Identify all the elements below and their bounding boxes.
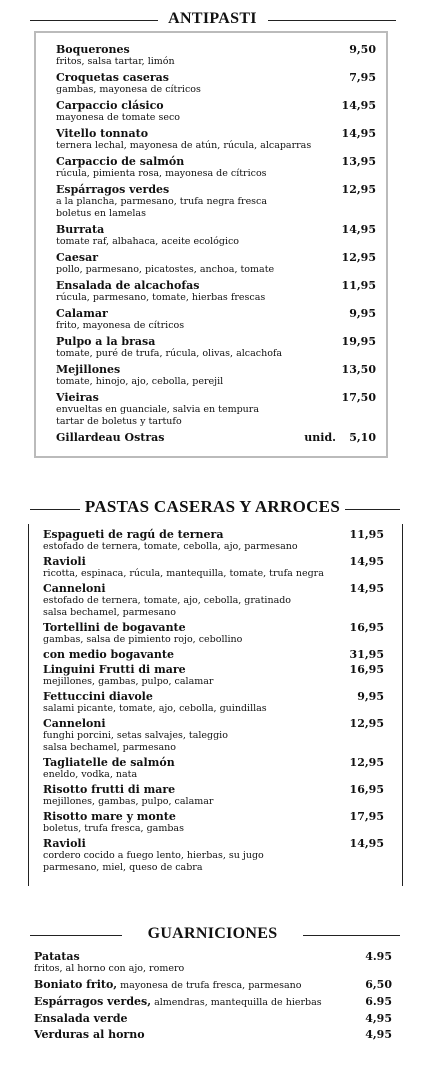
menu-item-description: boletus, trufa fresca, gambas (43, 823, 184, 834)
menu-item-name-text: con medio bogavante (43, 648, 174, 661)
menu-item-name-text: Mejillones (56, 363, 121, 376)
menu-item-name-text: Boquerones (56, 43, 130, 56)
menu-item-name (43, 621, 384, 634)
menu-item-name (43, 837, 384, 850)
menu-item-name-text: Gillardeau Ostras (56, 431, 165, 444)
menu-item (56, 307, 376, 332)
menu-item-price: 6.95 (365, 995, 392, 1008)
menu-item-description: estofado de ternera, tomate, ajo, cebolla, gratinado (43, 595, 292, 606)
menu-item-name (56, 127, 376, 140)
menu-item-name-text: Canneloni (43, 582, 106, 595)
menu-item-name (56, 99, 376, 112)
menu-item (43, 663, 384, 688)
menu-item-description: pollo, parmesano, picatostes, anchoa, tomate (56, 264, 275, 275)
menu-item-price: 12,95 (341, 183, 376, 196)
guarniciones-list (34, 950, 392, 1041)
menu-item-name (34, 995, 392, 1009)
menu-item-price: 12,95 (341, 251, 376, 264)
menu-item-price: 17,95 (349, 810, 384, 823)
menu-item-description: salsa bechamel, parmesano (43, 742, 176, 753)
menu-item-name-text: Boniato frito, (34, 978, 118, 991)
menu-item-name (56, 155, 376, 168)
menu-item-description: salsa bechamel, parmesano (43, 607, 176, 618)
menu-item-price: 5,10 (349, 431, 376, 444)
menu-item-name (43, 528, 384, 541)
menu-item (43, 810, 384, 835)
menu-item-price: 14,95 (349, 837, 384, 850)
menu-item-price: 13,95 (341, 155, 376, 168)
menu-item-description: envueltas en guanciale, salvia en tempura (56, 404, 260, 415)
menu-item (56, 71, 376, 96)
menu-item (43, 528, 384, 553)
menu-item-name-text: Ravioli (43, 555, 86, 568)
menu-item-description: rúcula, parmesano, tomate, hierbas frescas (56, 292, 266, 303)
menu-item-name (56, 43, 376, 56)
menu-item-name-text: Vitello tonnato (56, 127, 149, 140)
menu-item-name (43, 717, 384, 730)
menu-item-price: 9,95 (349, 307, 376, 320)
menu-item-price: 13,50 (341, 363, 376, 376)
menu-item-description: parmesano, miel, queso de cabra (43, 862, 203, 873)
menu-item-price: 14,95 (341, 127, 376, 140)
menu-item-name (43, 663, 384, 676)
menu-item-description: rúcula, pimienta rosa, mayonesa de cítricos (56, 168, 267, 179)
menu-item (56, 279, 376, 304)
antipasti-list (56, 43, 376, 444)
menu-item-name-text: Ensalada de alcachofas (56, 279, 200, 292)
menu-item-name-text: Ravioli (43, 837, 86, 850)
menu-item-price: 12,95 (349, 756, 384, 769)
menu-item (43, 648, 384, 661)
menu-item-description: funghi porcini, setas salvajes, taleggio (43, 730, 228, 741)
menu-item-name (56, 251, 376, 264)
menu-item (34, 978, 392, 992)
menu-item-name (34, 1028, 392, 1041)
menu-item (43, 837, 384, 874)
menu-item-name-text: Caesar (56, 251, 98, 264)
menu-item (43, 756, 384, 781)
menu-item-price: 11,95 (341, 279, 376, 292)
menu-item (56, 155, 376, 180)
menu-item-name (56, 335, 376, 348)
menu-item-description: mejillones, gambas, pulpo, calamar (43, 676, 214, 687)
menu-item-name-text: Espárragos verdes, (34, 995, 152, 1008)
menu-item-name-text: Tortellini de bogavante (43, 621, 186, 634)
menu-item-description: tomate, puré de trufa, rúcula, olivas, alcachofa (56, 348, 283, 359)
menu-item-name-text: Espárragos verdes (56, 183, 170, 196)
menu-item-name (34, 1012, 392, 1025)
menu-item (43, 717, 384, 754)
menu-item-description: boletus en lamelas (56, 208, 146, 219)
menu-item (43, 582, 384, 619)
menu-item-name-text: Espagueti de ragú de ternera (43, 528, 224, 541)
menu-item-name-text: Risotto frutti di mare (43, 783, 176, 796)
antipasti-title: ANTIPASTI (168, 10, 257, 27)
menu-item-name-text: Vieiras (56, 391, 99, 404)
menu-item-description: mejillones, gambas, pulpo, calamar (43, 796, 214, 807)
menu-item-description: tartar de boletus y tartufo (56, 416, 182, 427)
menu-item-name-text: Ensalada verde (34, 1012, 128, 1025)
menu-item-description: gambas, mayonesa de cítricos (56, 84, 201, 95)
menu-item (56, 183, 376, 220)
menu-item (34, 995, 392, 1009)
menu-item-description: a la plancha, parmesano, trufa negra fresca (56, 196, 268, 207)
menu-item-price: 16,95 (349, 621, 384, 634)
antipasti-box (34, 31, 388, 458)
menu-item (34, 1028, 392, 1041)
menu-item-price: 11,95 (349, 528, 384, 541)
menu-item-name-text: Pulpo a la brasa (56, 335, 156, 348)
menu-item-name (43, 555, 384, 568)
menu-item (43, 783, 384, 808)
menu-item (56, 127, 376, 152)
menu-item-name (56, 307, 376, 320)
menu-item-inline-description: almendras, mantequilla de hierbas (151, 997, 322, 1008)
menu-item-price: 16,95 (349, 663, 384, 676)
menu-item-price: 19,95 (341, 335, 376, 348)
pastas-box (28, 524, 403, 886)
menu-item-name-text: Fettuccini diavole (43, 690, 153, 703)
menu-item-name (56, 71, 376, 84)
menu-item-name (56, 391, 376, 404)
menu-item (43, 621, 384, 646)
menu-item-name-text: Canneloni (43, 717, 106, 730)
menu-item-name-text: Calamar (56, 307, 108, 320)
menu-item-price: 4,95 (365, 1012, 392, 1025)
menu-item (56, 251, 376, 276)
guarniciones-title: GUARNICIONES (147, 925, 278, 942)
menu-item-name (56, 363, 376, 376)
menu-item-name (56, 223, 376, 236)
menu-item (34, 1012, 392, 1025)
menu-item-name-text: Carpaccio de salmón (56, 155, 185, 168)
menu-item (56, 391, 376, 428)
menu-item-description: fritos, al horno con ajo, romero (34, 963, 185, 974)
menu-item-name-text: Risotto mare y monte (43, 810, 176, 823)
menu-item-description: tomate raf, albahaca, aceite ecológico (56, 236, 240, 247)
menu-item-price: 9,95 (357, 690, 384, 703)
menu-item-name-text: Croquetas caseras (56, 71, 169, 84)
guarniciones-box (34, 950, 392, 1065)
menu-item (56, 431, 376, 444)
menu-item-description: ricotta, espinaca, rúcula, mantequilla, tomate, trufa negra (43, 568, 324, 579)
menu-item-name-text: Linguini Frutti di mare (43, 663, 186, 676)
menu-item-name-text: Verduras al horno (34, 1028, 145, 1041)
menu-item-name (43, 783, 384, 796)
menu-item-description: tomate, hinojo, ajo, cebolla, perejil (56, 376, 224, 387)
menu-item-name-text: Burrata (56, 223, 105, 236)
menu-item-description: fritos, salsa tartar, limón (56, 56, 175, 67)
menu-item-price: 14,95 (349, 555, 384, 568)
menu-item (56, 363, 376, 388)
menu-item (43, 690, 384, 715)
menu-item-description: mayonesa de tomate seco (56, 112, 180, 123)
menu-item-price: 31,95 (349, 648, 384, 661)
menu-item (56, 223, 376, 248)
menu-item-name (43, 648, 384, 661)
menu-item-price: 7,95 (349, 71, 376, 84)
menu-item-price: 4.95 (365, 950, 392, 963)
menu-item-name-text: Tagliatelle de salmón (43, 756, 175, 769)
menu-item-price: 4,95 (365, 1028, 392, 1041)
menu-item-description: frito, mayonesa de cítricos (56, 320, 185, 331)
menu-item-unit: unid. (304, 431, 336, 444)
menu-item-price: 14,95 (341, 223, 376, 236)
menu-item-price: 12,95 (349, 717, 384, 730)
menu-item-name (34, 978, 392, 992)
menu-item-name (34, 950, 392, 963)
menu-item-description: gambas, salsa de pimiento rojo, cebollino (43, 634, 243, 645)
menu-item-name-text: Patatas (34, 950, 80, 963)
menu-item-name (43, 810, 384, 823)
menu-item-description: cordero cocido a fuego lento, hierbas, su jugo (43, 850, 264, 861)
menu-item-description: estofado de ternera, tomate, cebolla, ajo, parmesano (43, 541, 298, 552)
menu-item-name (43, 690, 384, 703)
menu-item-price: 14,95 (341, 99, 376, 112)
menu-item-name (43, 756, 384, 769)
menu-item-price: 6,50 (365, 978, 392, 991)
menu-item (56, 99, 376, 124)
menu-item-name-text: Carpaccio clásico (56, 99, 164, 112)
menu-item (34, 950, 392, 975)
menu-item-description: eneldo, vodka, nata (43, 769, 138, 780)
menu-item-name (43, 582, 384, 595)
menu-item-name (56, 279, 376, 292)
menu-item-price: 16,95 (349, 783, 384, 796)
menu-item-price: 9,50 (349, 43, 376, 56)
pastas-title: PASTAS CASERAS Y ARROCES (84, 497, 341, 516)
menu-item-name (56, 183, 376, 196)
menu-item (56, 335, 376, 360)
pastas-list (43, 528, 384, 874)
menu-item-description: salami picante, tomate, ajo, cebolla, guindillas (43, 703, 267, 714)
menu-item-inline-description: mayonesa de trufa fresca, parmesano (117, 980, 302, 991)
menu-item (43, 555, 384, 580)
menu-item-price: 17,50 (341, 391, 376, 404)
menu-item-price: 14,95 (349, 582, 384, 595)
menu-item (56, 43, 376, 68)
menu-item-description: ternera lechal, mayonesa de atún, rúcula, alcaparras (56, 140, 312, 151)
